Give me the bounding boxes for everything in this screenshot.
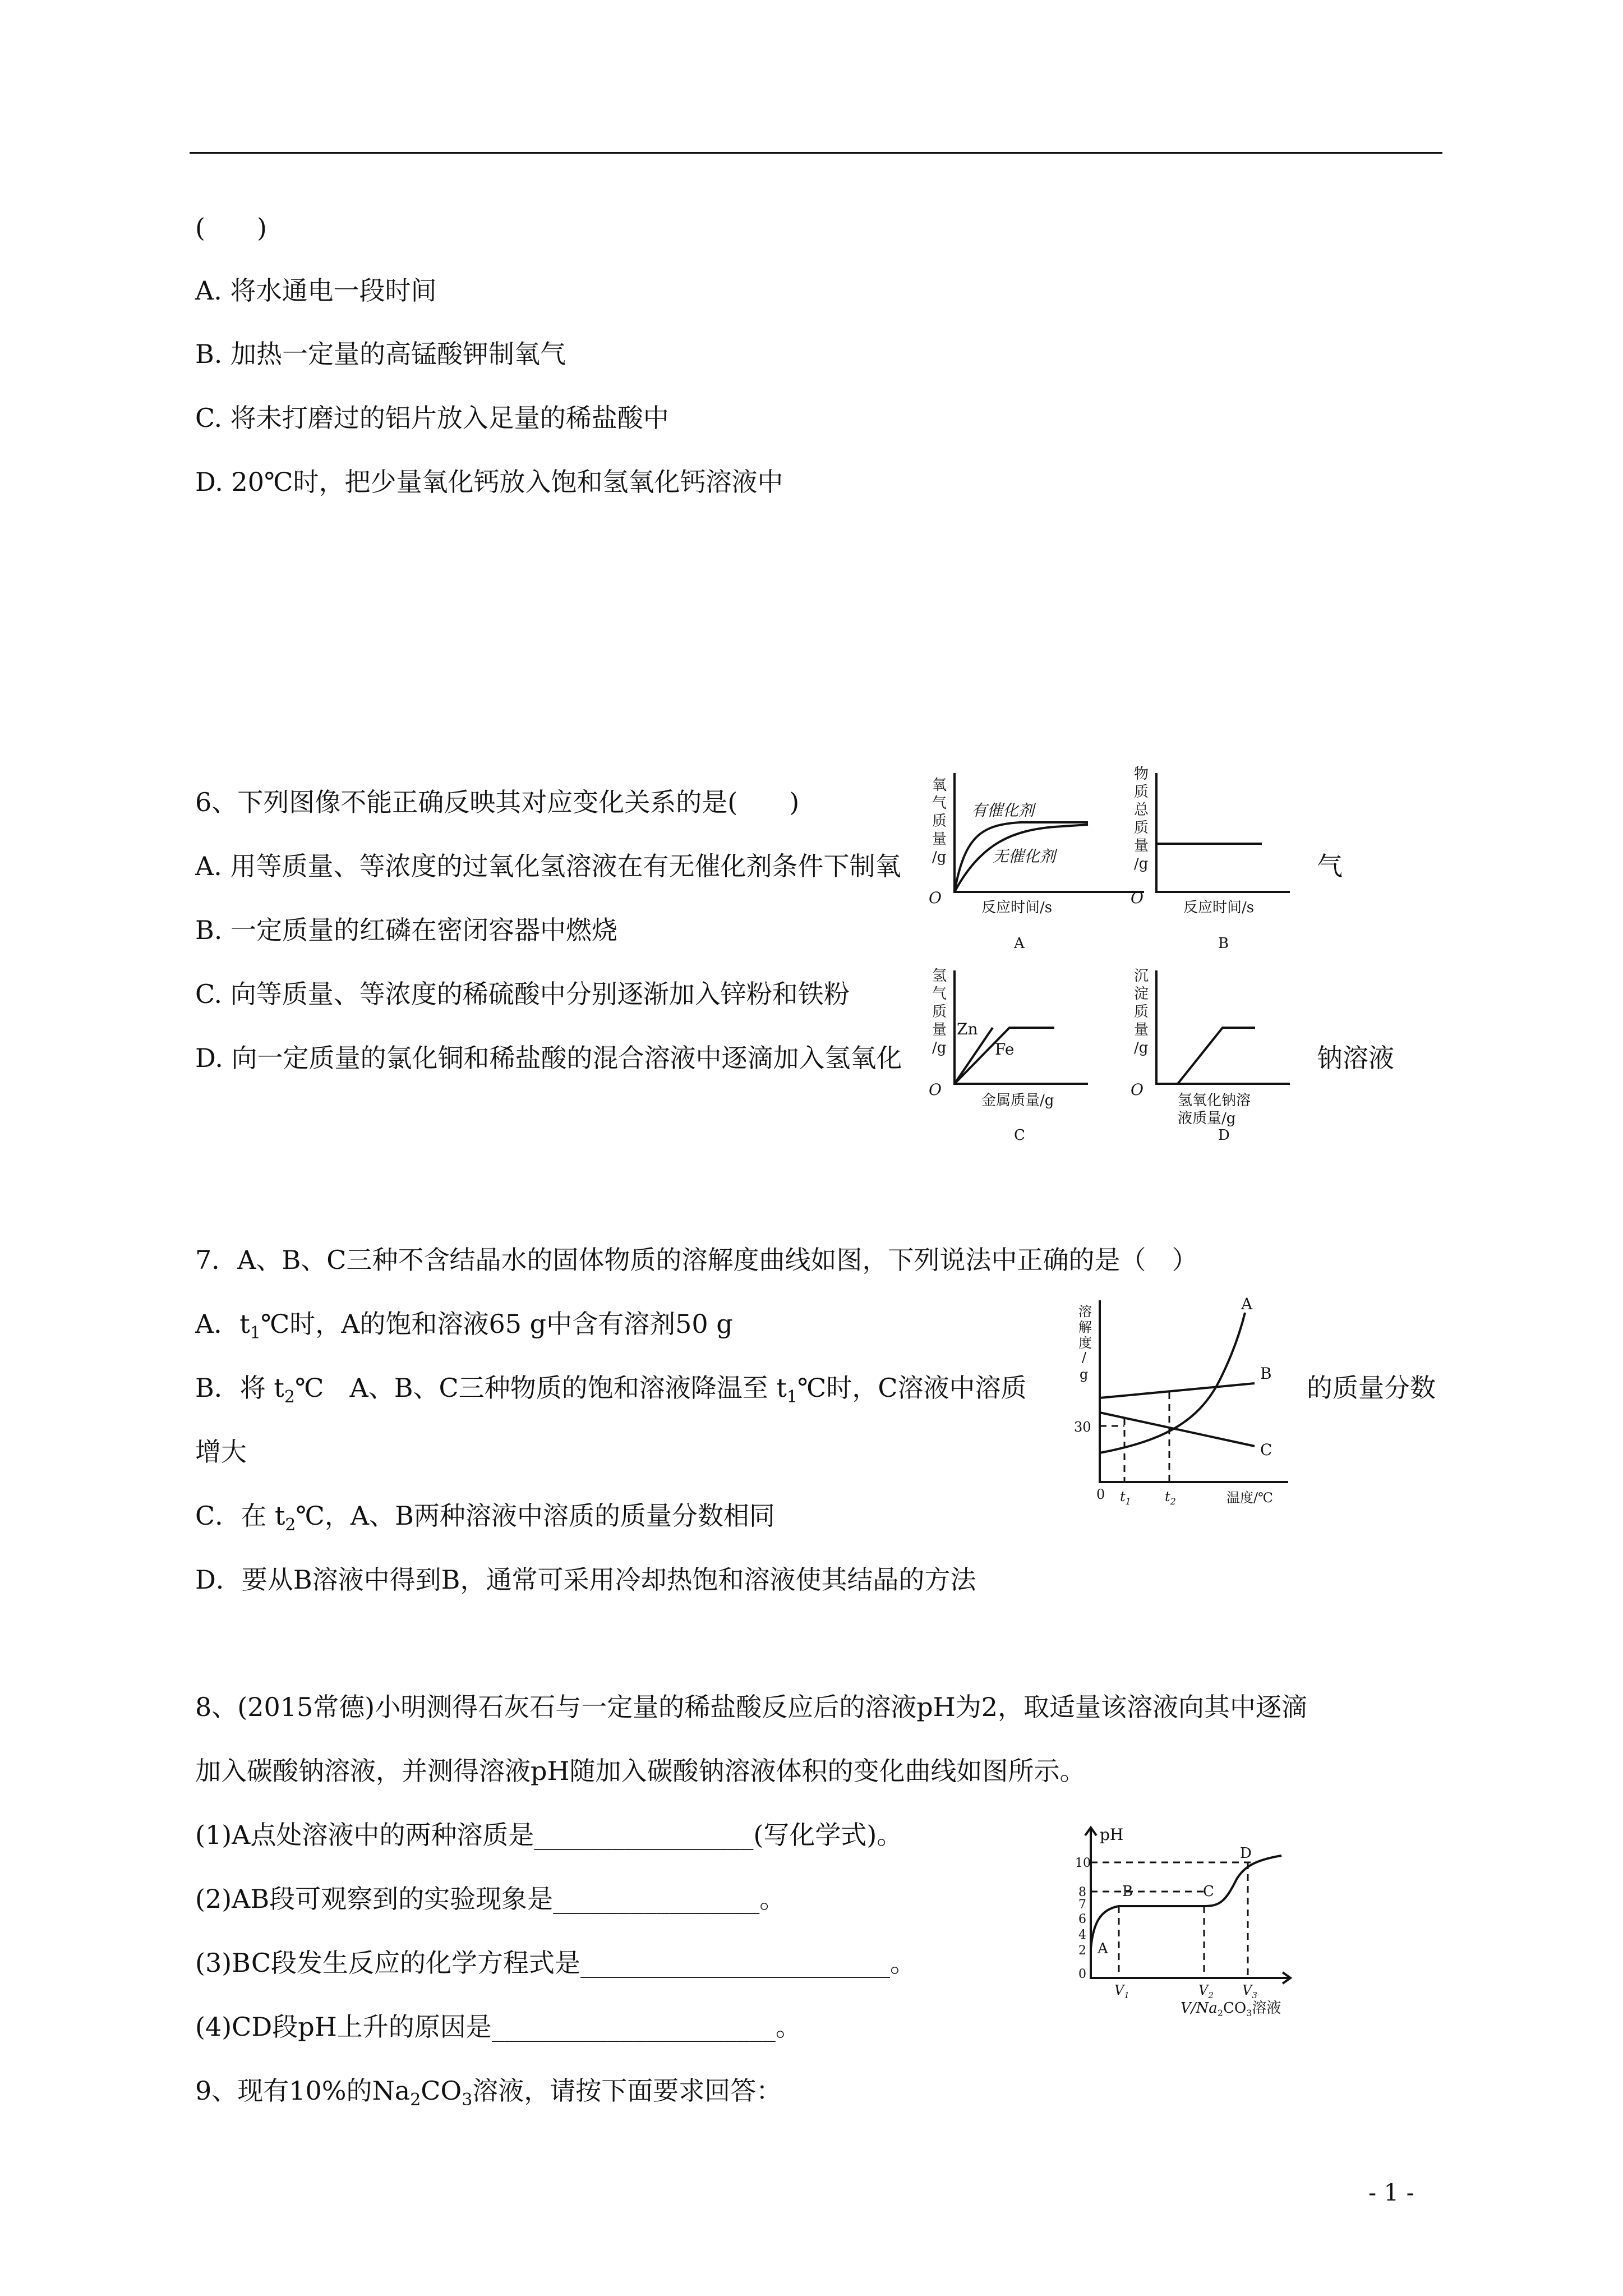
- q7-chart-ylabel: [1078, 1304, 1092, 1382]
- q6-chart-b-axes: [1156, 773, 1290, 892]
- q8-point-d: D: [1240, 1845, 1252, 1862]
- svg-text:度: 度: [1078, 1335, 1092, 1351]
- svg-text:总: 总: [1134, 802, 1149, 818]
- svg-text:气: 气: [932, 986, 947, 1002]
- svg-text:解: 解: [1078, 1319, 1092, 1335]
- q6-chart-b-letter: B: [1218, 935, 1229, 952]
- svg-text:质: 质: [1134, 784, 1149, 800]
- svg-text:/g: /g: [1134, 855, 1149, 872]
- q7-option-c: C．在 $t_2℃$，A、B两种溶液中溶质的质量分数相同: [195, 1501, 775, 1535]
- q6-chart-d-xlabel-1: 氢氧化钠溶: [1178, 1092, 1251, 1109]
- svg-text:量: 量: [1134, 838, 1149, 854]
- q8-line2: 加入碳酸钠溶液，并测得溶液pH随加入碳酸钠溶液体积的变化曲线如图所示。: [195, 1756, 1086, 1786]
- q8-line1: 8、(2015常德)小明测得石灰石与一定量的稀盐酸反应后的溶液pH为2，取适量该溶液向其中逐滴: [195, 1692, 1308, 1722]
- svg-text:氧: 氧: [932, 777, 947, 794]
- q6-option-b: B. 一定质量的红磷在密闭容器中燃烧: [195, 915, 618, 945]
- q7-label-a: A: [1241, 1295, 1253, 1313]
- q6-chart-a-label-catalyst: 有催化剂: [971, 801, 1035, 820]
- q6-chart-d-ylabel: [1134, 968, 1149, 1056]
- svg-text:量: 量: [932, 1022, 947, 1038]
- svg-text:10: 10: [1075, 1856, 1091, 1870]
- q6-chart-c-label-zn: Zn: [957, 1020, 978, 1038]
- q6-option-a-tail: 气: [1317, 851, 1343, 881]
- svg-text:2: 2: [1078, 1944, 1086, 1958]
- svg-text:6: 6: [1078, 1912, 1086, 1926]
- q8-tick-v2: $V_2$: [1198, 1982, 1214, 2000]
- q7-line-c: [1100, 1412, 1255, 1446]
- q5-option-d: D. 20℃时，把少量氧化钙放入饱和氢氧化钙溶液中: [195, 467, 783, 497]
- q6-chart-a-letter: A: [1014, 935, 1025, 952]
- q6-chart-b: [1122, 766, 1318, 954]
- q6-option-d-tail: 钠溶液: [1317, 1043, 1394, 1073]
- q6-option-c: C. 向等质量、等浓度的稀硫酸中分别逐渐加入锌粉和铁粉: [195, 979, 850, 1009]
- header-rule: [190, 152, 1442, 154]
- q6-chart-a-origin: O: [929, 889, 942, 907]
- q7-option-a: A．$t_1℃$时，A的饱和溶液65 g中含有溶剂50 g: [195, 1309, 733, 1343]
- q7-tick-t1: $t_1$: [1120, 1489, 1131, 1507]
- q6-stem: 6、下列图像不能正确反映其对应变化关系的是( ): [195, 787, 800, 817]
- q8-part1: (1)A点处溶液中的两种溶质是_________________(写化学式)。: [195, 1820, 903, 1850]
- q6-chart-b-xlabel: 反应时间/s: [1183, 899, 1255, 916]
- svg-text:量: 量: [932, 831, 947, 848]
- q8-part2: (2)AB段可观察到的实验现象是________________。: [195, 1884, 786, 1914]
- q6-chart-c-ylabel: [932, 968, 947, 1056]
- svg-text:质: 质: [932, 813, 947, 830]
- q8-tick-v3: $V_3$: [1242, 1982, 1257, 2000]
- q6-chart-d-letter: D: [1218, 1127, 1230, 1144]
- q6-chart-d-origin: O: [1131, 1080, 1144, 1099]
- q8-part1-blank[interactable]: _________________: [534, 1820, 754, 1850]
- q6-option-d: D. 向一定质量的氯化铜和稀盐酸的混合溶液中逐滴加入氢氧化: [195, 1043, 902, 1073]
- q8-ph-chart: [1068, 1823, 1326, 2031]
- q8-point-b: B: [1122, 1883, 1133, 1900]
- q7-curve-a: [1100, 1313, 1245, 1453]
- svg-text:量: 量: [1134, 1022, 1149, 1038]
- svg-text:气: 气: [932, 795, 947, 812]
- q6-chart-b-ylabel: [1134, 766, 1149, 872]
- svg-text:淀: 淀: [1134, 986, 1149, 1002]
- q6-chart-a-label-nocatalyst: 无催化剂: [993, 847, 1056, 866]
- page-number: - 1 -: [1368, 2179, 1414, 2206]
- q5-bracket: ( ): [195, 213, 267, 243]
- q7-option-d: D．要从B溶液中得到B，通常可采用冷却热饱和溶液使其结晶的方法: [195, 1565, 976, 1595]
- q7-label-c: C: [1260, 1441, 1272, 1459]
- q8-point-c: C: [1203, 1883, 1214, 1900]
- q7-option-b-tail: 的质量分数: [1307, 1373, 1436, 1403]
- svg-text:氢: 氢: [932, 968, 947, 984]
- q8-chart-yticks: [1075, 1856, 1091, 1981]
- svg-text:物: 物: [1134, 766, 1149, 783]
- svg-text:7: 7: [1078, 1898, 1086, 1912]
- q7-solubility-chart: [1074, 1296, 1310, 1515]
- svg-text:/: /: [1082, 1350, 1087, 1365]
- q7-label-b: B: [1260, 1364, 1272, 1383]
- q6-chart-a-ylabel: [932, 777, 947, 866]
- q7-origin: 0: [1096, 1487, 1105, 1502]
- q6-chart-c: [920, 965, 1116, 1150]
- q7-tick-t2: $t_2$: [1165, 1489, 1176, 1507]
- q8-point-a: A: [1098, 1940, 1108, 1957]
- q8-tick-v1: $V_1$: [1114, 1982, 1129, 2000]
- q8-part2-blank[interactable]: ________________: [553, 1884, 760, 1914]
- q6-chart-c-origin: O: [929, 1080, 942, 1099]
- q7-tick-30: 30: [1074, 1419, 1091, 1435]
- svg-text:沉: 沉: [1134, 968, 1149, 984]
- q6-chart-b-origin: O: [1131, 889, 1144, 907]
- q6-chart-d-xlabel-2: 液质量/g: [1178, 1110, 1236, 1127]
- q6-chart-d: [1122, 965, 1318, 1150]
- q6-chart-c-letter: C: [1014, 1127, 1025, 1144]
- q8-part4: (4)CD段pH上升的原因是______________________。: [195, 2012, 801, 2042]
- q5-option-c: C. 将未打磨过的铝片放入足量的稀盐酸中: [195, 403, 669, 433]
- q9-stem: 9、现有10%的$Na_2CO_3$溶液，请按下面要求回答：: [195, 2076, 782, 2110]
- q7-option-b-line2: 增大: [195, 1437, 247, 1467]
- q5-option-a: A. 将水通电一段时间: [195, 275, 437, 306]
- svg-text:溶: 溶: [1078, 1304, 1092, 1319]
- q8-chart-ylabel: pH: [1100, 1825, 1124, 1844]
- svg-text:质: 质: [1134, 820, 1149, 836]
- q6-chart-d-line: [1178, 1028, 1255, 1084]
- svg-text:4: 4: [1078, 1928, 1086, 1942]
- svg-text:g: g: [1080, 1366, 1089, 1382]
- q6-chart-c-xlabel: 金属质量/g: [981, 1092, 1054, 1109]
- svg-text:8: 8: [1078, 1885, 1086, 1899]
- svg-text:/g: /g: [1134, 1039, 1149, 1056]
- q8-chart-xlabel: $V/Na_2CO_3$溶液: [1181, 2000, 1281, 2018]
- svg-text:/g: /g: [932, 849, 947, 866]
- q8-chart-axes: [1091, 1828, 1290, 1978]
- q6-chart-a-xlabel: 反应时间/s: [981, 899, 1053, 916]
- q8-part4-blank[interactable]: ______________________: [491, 2012, 776, 2042]
- q7-xlabel: 温度/℃: [1227, 1490, 1273, 1506]
- svg-text:质: 质: [1134, 1004, 1149, 1020]
- q7-line-b: [1100, 1383, 1255, 1398]
- q7-option-b: B．将 $t_2℃$ A、B、C三种物质的饱和溶液降温至 $t_1℃$时，C溶液中溶质: [195, 1373, 1027, 1407]
- svg-text:质: 质: [932, 1004, 947, 1020]
- q7-stem: 7．A、B、C三种不含结晶水的固体物质的溶解度曲线如图，下列说法中正确的是（ ）: [195, 1245, 1198, 1275]
- q8-part3: (3)BC段发生反应的化学方程式是________________________。: [195, 1948, 916, 1978]
- q6-chart-c-label-fe: Fe: [995, 1040, 1015, 1059]
- q8-part3-blank[interactable]: ________________________: [580, 1948, 891, 1978]
- svg-text:/g: /g: [932, 1039, 947, 1056]
- q5-option-b: B. 加热一定量的高锰酸钾制氧气: [195, 339, 566, 369]
- svg-text:0: 0: [1078, 1967, 1086, 1981]
- q6-option-a: A. 用等质量、等浓度的过氧化氢溶液在有无催化剂条件下制氧: [195, 851, 901, 881]
